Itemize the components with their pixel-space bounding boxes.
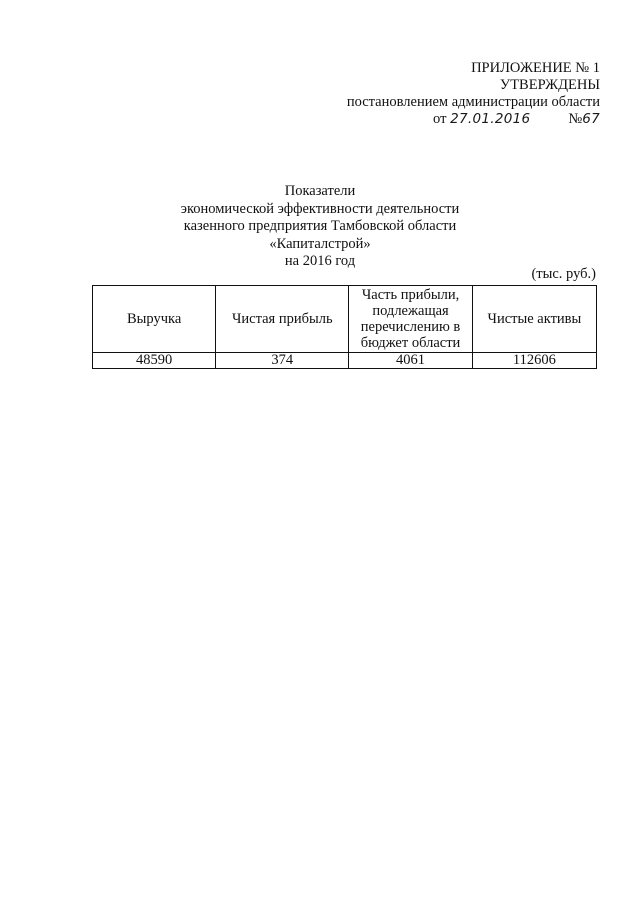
number-prefix: № [568,111,583,127]
approval-date-line [320,111,600,128]
appendix-label: ПРИЛОЖЕНИЕ № 1 [471,60,600,76]
header-net-assets: Чистые активы [472,286,596,353]
approved-label: УТВЕРЖДЕНЫ [499,77,600,93]
cell-net-assets: 112606 [472,353,596,369]
cell-revenue: 48590 [93,353,216,369]
date-prefix: от [433,111,447,127]
handwritten-number: 67 [582,111,600,127]
resolution-label: постановлением администрации области [346,94,600,110]
document-title [0,183,640,271]
table-row [93,353,597,369]
title-line-3: казенного предприятия Тамбовской области [183,218,457,234]
units-label: (тыс. руб.) [531,266,596,282]
indicators-table [92,285,597,369]
title-line-5: на 2016 год [284,253,356,269]
handwritten-date: 27.01.2016 [450,111,531,127]
header-net-profit: Чистая прибыль [216,286,349,353]
header-revenue: Выручка [93,286,216,353]
title-line-2: экономической эффективности деятельности [180,200,460,217]
cell-profit-to-budget: 4061 [349,353,473,369]
title-line-1: Показатели [284,183,356,199]
header-profit-to-budget: Часть прибыли, подлежащая перечислению в бюджет области [349,286,473,353]
approval-header [320,60,600,128]
table-header-row [93,286,597,353]
title-line-4: «Капиталстрой» [269,235,371,252]
cell-net-profit: 374 [216,353,349,369]
